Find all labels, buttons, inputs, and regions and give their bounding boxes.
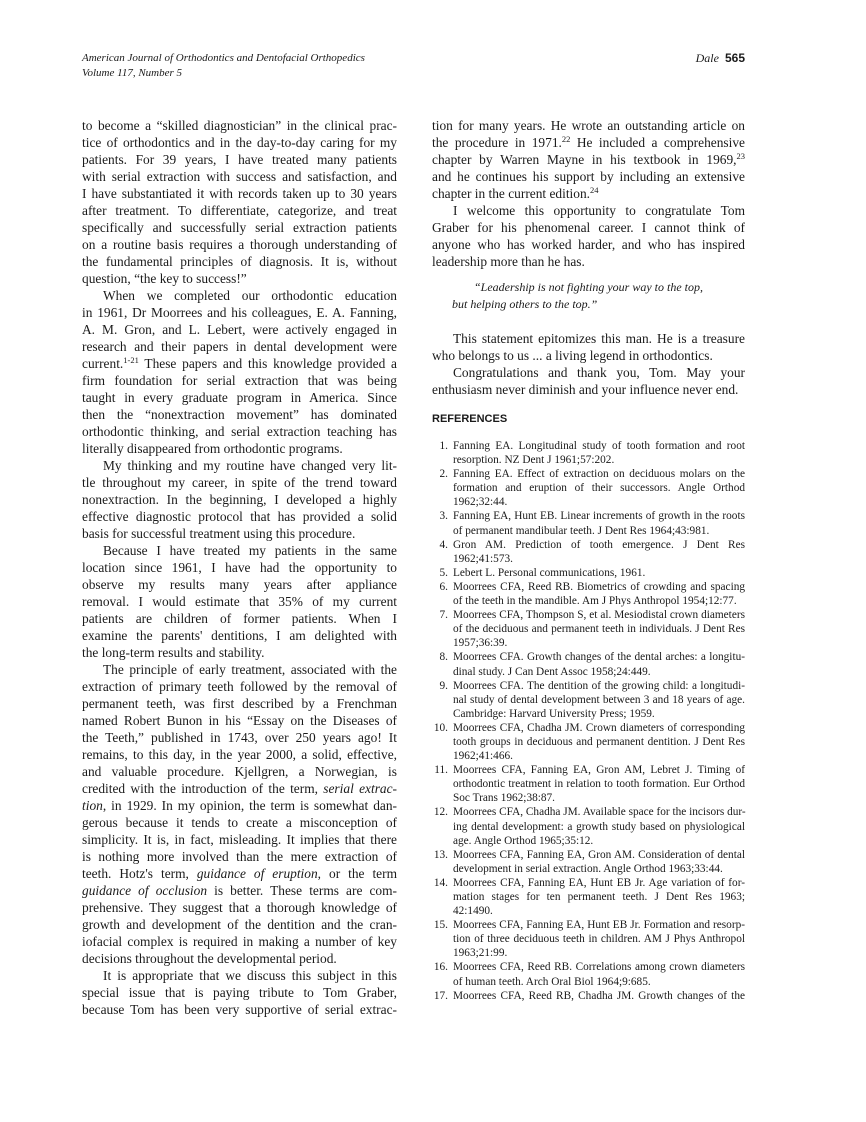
text-line: orthodontic thinking, and serial extraction teaching has [82, 424, 397, 439]
text-segment: chapter in the current edition. [432, 186, 591, 201]
italic-term: tion [82, 798, 103, 813]
text-line: Congratulations and thank you, Tom. May your [453, 365, 745, 380]
text-line [82, 865, 397, 882]
reference-line: Moorrees CFA, Chadha JM. Crown diameters of corresponding [453, 721, 745, 734]
text-segment: , or the term [317, 866, 397, 881]
text-line: When we completed our orthodontic education [103, 288, 397, 303]
reference-line: Moorrees CFA, Thompson S, et al. Mesiodistal crown diameters [453, 609, 745, 622]
reference-item [432, 918, 745, 960]
reference-line: tion of three deciduous teeth in children. AM J Phys Anthropol [453, 933, 745, 946]
reference-item [432, 763, 745, 805]
reference-line: Gron AM. Prediction of tooth emergence. J Dent Res [453, 538, 745, 551]
reference-item [432, 989, 745, 1003]
reference-number: 17. [433, 989, 448, 1002]
text-line: patients are children of former patients. When I [82, 611, 397, 626]
text-segment: current. [82, 356, 124, 371]
text-segment: teeth. Hotz's term, [82, 866, 197, 881]
text-line: leadership more than he has. [432, 254, 585, 269]
italic-term: guidance of eruption [196, 866, 318, 881]
text-line: decisions throughout the developmental period. [82, 951, 337, 966]
reference-item [432, 679, 745, 721]
reference-line: age. Angle Orthod 1965;35:12. [453, 834, 594, 847]
reference-line: development in serial extraction. Angle Orthod 1963;33:44. [453, 862, 723, 875]
text-line: and valuable procedure. Kjellgren, a Norwegian, is [82, 764, 397, 779]
reference-line: Fanning EA. Longitudinal study of tooth formation and root [453, 440, 745, 452]
text-line: and he continues his support by including an extensive [432, 169, 745, 184]
right-column [432, 117, 745, 1003]
reference-item [432, 608, 745, 650]
reference-item [432, 580, 745, 608]
pull-quote-line: but helping others to the top.” [452, 297, 598, 311]
reference-number: 10. [433, 721, 448, 734]
text-segment: , in 1929. In my opinion, the term is somewhat dan- [102, 798, 397, 813]
text-line: anyone who has worked harder, and who has inspired [432, 237, 745, 252]
text-line [432, 134, 745, 151]
reference-line: tooth groups in deciduous and permanent dentition. J Dent Res [453, 735, 745, 748]
text-segment: is better. These terms are com- [207, 883, 398, 898]
reference-number: 15. [433, 919, 448, 932]
text-line: growth and development of the dentition and the cran- [82, 917, 397, 932]
reference-number: 5. [439, 566, 448, 579]
text-line [82, 797, 397, 814]
reference-line: of the deciduous and permanent teeth in individuals. J Dent Res [453, 623, 745, 636]
text-line: extraction of primary teeth followed by the removal of [82, 679, 397, 694]
text-line: permanent teeth, was first described by a Frenchman [82, 696, 397, 711]
reference-line: Moorrees CFA, Reed RB, Chadha JM. Growth changes of the [453, 989, 745, 1002]
reference-line: resorption. NZ Dent J 1961;57:202. [453, 454, 615, 467]
reference-item [432, 805, 745, 847]
reference-line: 1957;36:39. [453, 637, 508, 650]
reference-line: 1962;32:44. [453, 496, 508, 509]
reference-number: 3. [439, 510, 448, 523]
right-top-paragraphs [432, 117, 745, 270]
running-header [82, 51, 365, 81]
reference-item [432, 876, 745, 918]
reference-line: formation and eruption of their successors. Angle Orthod [453, 482, 745, 495]
reference-number: 14. [433, 876, 448, 889]
reference-number: 9. [439, 679, 448, 692]
text-line: tion for many years. He wrote an outstanding article on [432, 118, 745, 133]
text-line: prehensive. They suggest that a thorough knowledge of [82, 900, 397, 915]
text-line: is nothing more involved than the mere extraction of [82, 849, 397, 864]
reference-number: 1. [439, 440, 448, 452]
text-line: taught in every graduate program in America. Since [82, 390, 397, 405]
text-line: Graber for his phenomenal career. I cannot think of [432, 220, 745, 235]
text-line: basis for successful treatment using this procedure. [82, 526, 356, 541]
text-line: patients. For 39 years, I have treated many patients [82, 152, 397, 167]
text-line: observe my results many years after appliance [82, 577, 397, 592]
reference-line: Fanning EA, Hunt EB. Linear increments of growth in the roots [453, 510, 745, 523]
text-line [82, 780, 397, 797]
reference-item [432, 650, 745, 678]
text-line: with serial extraction with success and satisfaction, and [82, 169, 397, 184]
text-line: tice of orthodontics and in the day-to-day caring for my [82, 135, 397, 150]
text-line: location since 1961, I have had the opportunity to [82, 560, 397, 575]
text-line: Because I have treated my patients in the same [103, 543, 397, 558]
reference-item [432, 566, 745, 580]
reference-number: 6. [439, 580, 448, 593]
reference-line: Moorrees CFA, Fanning EA, Hunt EB Jr. Formation and resorp- [453, 919, 745, 932]
reference-line: nal study of dental development between 3 and 18 years of age. [453, 693, 745, 706]
reference-line: Moorrees CFA, Chadha JM. Available space for the incisors dur- [453, 806, 746, 819]
reference-line: Moorrees CFA, Fanning EA, Gron AM. Consideration of dental [453, 848, 745, 861]
italic-term: guidance of occlusion [82, 883, 208, 898]
text-line [82, 355, 397, 372]
reference-line: Soc Trans 1962;38:87. [453, 792, 556, 805]
references-heading: REFERENCES [432, 413, 508, 425]
reference-item [432, 439, 745, 467]
citation-superscript: 23 [736, 151, 745, 161]
text-line: question, “the key to success!” [82, 271, 247, 286]
text-line [432, 151, 745, 168]
reference-number: 12. [433, 806, 448, 819]
text-line: This statement epitomizes this man. He is a treasure [453, 331, 745, 346]
text-line: specifically and successfully serial extraction patients [82, 220, 397, 235]
text-segment: chapter by Warren Mayne in his textbook in 1969, [432, 152, 737, 167]
reference-line: 42:1490. [453, 905, 493, 918]
text-line: tle throughout my career, in spite of the trend toward [82, 475, 397, 490]
text-line: because Tom has been very supportive of serial extrac- [82, 1002, 397, 1017]
reference-number: 2. [439, 468, 448, 481]
reference-item [432, 960, 745, 988]
text-line: gerous because it tends to create a misconception of [82, 815, 397, 830]
reference-number: 8. [439, 651, 448, 664]
reference-line: 1962;41:573. [453, 552, 513, 565]
reference-line: Moorrees CFA, Fanning EA, Hunt EB Jr. Age variation of for- [453, 876, 745, 889]
text-line: in 1961, Dr Moorrees and his colleagues, E. A. Fanning, [82, 305, 397, 320]
reference-line: 1962;41:466. [453, 750, 513, 763]
text-line: literally disappeared from orthodontic programs. [82, 441, 343, 456]
text-line: The principle of early treatment, associated with the [103, 662, 397, 677]
citation-superscript: 22 [561, 134, 571, 144]
reference-line: mation stages for ten permanent teeth. J Dent Res 1963; [453, 891, 745, 903]
text-line: who belongs to us ... a living legend in orthodontics. [432, 348, 713, 363]
reference-item [432, 509, 745, 537]
text-line: iofacial complex is required in making a number of key [82, 934, 397, 949]
text-line: named Robert Bunon in his “Essay on the Diseases of [82, 713, 397, 728]
reference-line: of the teeth in the mandible. Am J Phys Anthropol 1954;12:77. [453, 595, 737, 608]
left-column [82, 117, 397, 1018]
text-line: effective diagnostic protocol that has provided a solid [82, 509, 397, 524]
reference-number: 11. [434, 764, 448, 777]
text-line: research and their papers in dental development were [82, 339, 397, 354]
citation-superscript: 24 [590, 185, 599, 195]
reference-line: orthodontic treatment in relation to tooth formation. Eur Orthod [453, 778, 745, 791]
text-line: examine the parents' dentitions, I am delighted with [82, 628, 397, 643]
text-line: It is appropriate that we discuss this subject in this [103, 968, 397, 983]
text-line: My thinking and my routine have changed very lit- [103, 458, 397, 473]
text-line: I have substantiated it with records taken up to 30 years [82, 186, 397, 201]
reference-number: 16. [433, 961, 448, 974]
journal-title: American Journal of Orthodontics and Dentofacial Orthopedics [82, 52, 365, 64]
text-line: I welcome this opportunity to congratulate Tom [453, 203, 745, 218]
reference-line: Moorrees CFA, Fanning EA, Gron AM, Lebret J. Timing of [453, 764, 745, 777]
italic-term: serial extrac- [323, 781, 398, 796]
author-name: Dale [695, 51, 719, 65]
reference-item [432, 848, 745, 876]
reference-line: 1963;21:99. [453, 947, 508, 960]
reference-line: of human teeth. Arch Oral Biol 1964;9:685. [453, 975, 651, 988]
reference-item [432, 538, 745, 566]
reference-line: Moorrees CFA, Reed RB. Biometrics of crowding and spacing [453, 580, 745, 593]
text-line: firm foundation for serial extraction that was being [82, 373, 397, 388]
reference-line: Lebert L. Personal communications, 1961. [453, 566, 646, 579]
text-line [432, 185, 745, 202]
reference-number: 4. [439, 538, 448, 551]
text-line: special issue that is paying tribute to Tom Graber, [82, 985, 397, 1000]
text-segment: credited with the introduction of the term, [82, 781, 324, 796]
text-line: after treatment. To differentiate, categorize, and treat [82, 203, 397, 218]
pull-quote-line: “Leadership is not fighting your way to the top, [474, 280, 704, 294]
reference-line: Fanning EA. Effect of extraction on deciduous molars on the [453, 468, 745, 481]
text-line: A. M. Gron, and L. Lebert, were actively engaged in [82, 322, 397, 337]
text-line: the long-term results and stability. [82, 645, 265, 660]
reference-line: dinal study. J Can Dent Assoc 1958;24:449. [453, 665, 651, 678]
text-segment: the procedure in 1971. [432, 135, 562, 150]
right-bottom-paragraphs [432, 330, 745, 398]
text-line [82, 882, 397, 899]
text-line: nonextraction. In the beginning, I developed a highly [82, 492, 397, 507]
text-line: the Teeth,” published in 1743, over 250 years ago! It [82, 730, 397, 745]
text-segment: These papers and this knowledge provided a [138, 356, 397, 371]
reference-line: ing dental development: a growth study based on physiological [453, 820, 745, 833]
text-line: then the “nonextraction movement” has dominated [82, 407, 397, 422]
text-line: removal. I would estimate that 35% of my current [82, 594, 397, 609]
text-line: remains, to this day, in the year 2000, a solid, effective, [82, 747, 397, 762]
reference-item [432, 721, 745, 763]
reference-line: Moorrees CFA. The dentition of the growing child: a longitudi- [453, 679, 745, 692]
text-line: to become a “skilled diagnostician” in the clinical prac- [82, 118, 397, 133]
references-list [432, 439, 745, 1003]
reference-number: 7. [439, 609, 448, 622]
page-header-right [696, 51, 745, 66]
reference-line: Moorrees CFA. Growth changes of the dental arches: a longitu- [453, 651, 745, 664]
reference-line: Moorrees CFA, Reed RB. Correlations among crown diameters [453, 961, 745, 974]
text-line: the fundamental principles of diagnosis. It is, without [82, 254, 397, 269]
text-line: simplicity. It is, in fact, misleading. It implies that there [82, 832, 397, 847]
journal-volume: Volume 117, Number 5 [82, 67, 183, 79]
text-line: on a routine basis requires a thorough understanding of [82, 237, 397, 252]
text-line: enthusiasm never diminish and your influence never end. [432, 382, 739, 397]
reference-number: 13. [433, 848, 448, 861]
page-number: 565 [724, 51, 745, 65]
reference-line: Cambridge: Harvard University Press; 1959. [453, 707, 655, 720]
citation-superscript: 1-21 [123, 355, 139, 365]
text-segment: He included a comprehensive [570, 135, 745, 150]
reference-line: of permanent mandibular teeth. J Dent Res 1964;43:981. [453, 524, 710, 537]
reference-item [432, 467, 745, 509]
